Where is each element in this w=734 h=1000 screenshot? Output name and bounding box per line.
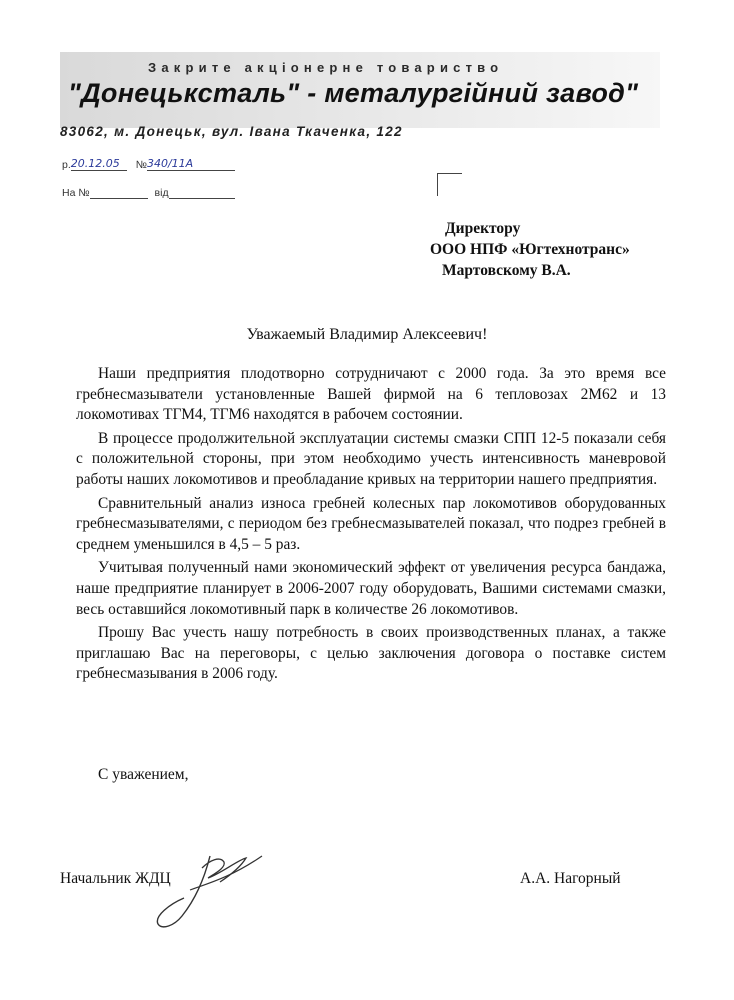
reply-date-blank <box>169 185 235 199</box>
letterhead <box>60 52 660 128</box>
reply-number-blank <box>90 185 148 199</box>
addressee-company: ООО НПФ «Югтехнотранс» <box>430 241 630 258</box>
signer-name: А.А. Нагорный <box>520 870 621 887</box>
paragraph: В процессе продолжительной эксплуатации системы смазки СПП 12-5 показали себя с положительной стороны, при этом необходимо учесть интенсивность маневровой работы наших локомотивов и преобладание кривых на территории нашего предприятия. <box>76 429 666 488</box>
letter-body <box>76 364 666 688</box>
reply-number-prefix: На № <box>62 187 90 199</box>
closing: С уважением, <box>98 766 189 783</box>
date-prefix: р. <box>62 159 71 171</box>
outgoing-reference <box>62 157 235 171</box>
incoming-reference <box>62 185 235 199</box>
salutation: Уважаемый Владимир Алексеевич! <box>246 326 488 343</box>
paragraph: Наши предприятия плодотворно сотрудничают с 2000 года. За это время все гребнесмазыватели установленные Вашей фирмой на 6 тепловозах 2М62 и 13 локомотивах ТГМ4, ТГМ6 находятся в рабочем состоянии. <box>76 365 666 424</box>
handwritten-signature <box>150 838 270 938</box>
addressee-position: Директору <box>445 220 521 237</box>
number-prefix: № <box>135 159 147 171</box>
company-name: "Донецьксталь" - металургійний завод" <box>68 78 639 108</box>
signer-title: Начальник ЖДЦ <box>60 870 171 887</box>
address-corner-mark <box>437 173 462 196</box>
paragraph: Учитывая полученный нами экономический эффект от увеличения ресурса бандажа, наше предприятие планирует в 2006-2007 году оборудовать, Вашими системами смазки, весь оставшийся локомотивный парк в количестве 26 локомотивов. <box>76 559 666 618</box>
addressee-name: Мартовскому В.А. <box>442 262 571 279</box>
company-address: 83062, м. Донецьк, вул. Івана Ткаченка, 122 <box>60 124 403 139</box>
reply-date-prefix: від <box>154 187 169 199</box>
company-type: Закрите акціонерне товариство <box>148 60 504 75</box>
number-value: 340/11А <box>147 157 235 171</box>
paragraph: Прошу Вас учесть нашу потребность в своих производственных планах, а также приглашаю Вас на переговоры, с целью заключения договора о поставке систем гребнесмазывания в 2006 году. <box>76 624 666 683</box>
date-value: 20.12.05 <box>71 157 127 171</box>
paragraph: Сравнительный анализ износа гребней колесных пар локомотивов оборудованных гребнесмазывателями, с периодом без гребнесмазывателей показал, что подрез гребней в среднем уменьшился в 4,5 – 5 раз. <box>76 494 666 553</box>
